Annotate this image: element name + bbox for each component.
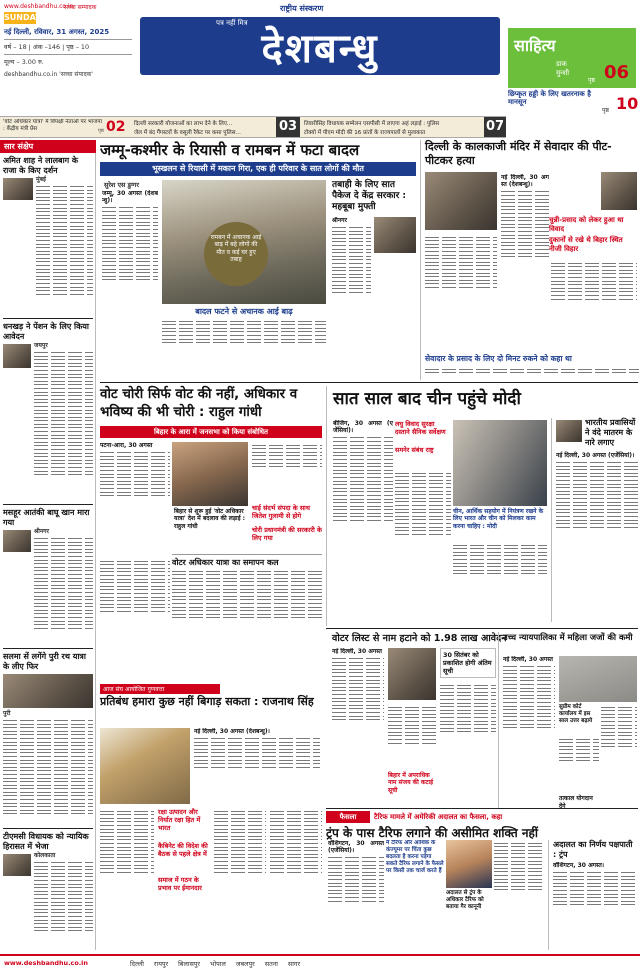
opinion-sub-3: समाज में गठन के प्रभाव पर ईमानदार — [158, 876, 202, 892]
sidebar-item-headline: टीएमसी विधायक को न्यायिक हिरासत में भेजा — [3, 832, 89, 851]
footer-cities — [130, 959, 530, 968]
delhi-box-headline: सेवादार के प्रसाद के लिए दो मिनट रुकने को कहा था — [425, 354, 572, 363]
right-teaser-text: छिप्कृत हड्डी के लिए खतरनाक है मानसून — [508, 90, 591, 107]
sidebar-item-headline: सलमा सें लगेंगे पुरी रथ यात्रा के लीए फिर — [3, 652, 86, 671]
lead-dateline: जम्मू, 30 अगस्त (देशबन्धु)। — [102, 190, 158, 205]
issue-date: नई दिल्ली, रविवार, 31 अगस्त, 2025 — [4, 28, 132, 40]
vote-pullquote-2: चोरी प्रधानमंत्री की सरकारी के लिए गया — [252, 526, 322, 542]
trump-photo — [446, 840, 492, 888]
sidebar-item-headline: मसहूर आतंकी बाघू खान मारा गया — [3, 508, 90, 527]
right-teaser[interactable] — [508, 90, 639, 116]
diaspora-dateline: नई दिल्ली, 30 अगस्त (एजेंसियां)। — [556, 452, 635, 459]
promo-1-label: पृष्ठ — [98, 128, 104, 134]
voter-box-1: 30 सितंबर को प्रकाशित होगी अंतिम सूची — [440, 648, 496, 678]
sahitya-item: डाक मुन्शी — [556, 60, 570, 77]
lead-body-2 — [162, 318, 326, 370]
delhi-quote-2: दुकानों से रखे थे बिहार स्थित नीजी विहार — [549, 236, 623, 253]
sahitya-page: 06 — [604, 62, 630, 83]
promo-2-text2[interactable]: जेल में बंद गैंगस्टरों के वसूली रैकेट पर कसा पुलिस... — [134, 130, 241, 136]
promo-3-text[interactable]: तिवारीसिंह विधायक सम्मेलन एसपीसी में लाएगा अहं लड़ाई : पुलिस — [304, 121, 440, 127]
lead-story[interactable] — [100, 140, 416, 380]
promo-2-page: 03 — [276, 117, 300, 137]
opinion-body — [194, 728, 320, 804]
modi-photo — [453, 420, 547, 506]
day-badge: SUNDAY — [4, 13, 41, 22]
lead-side-headline: तबाही के लिए सात पैकेज दे केंद्र सरकार : महबूबा मुफ्ती — [332, 180, 406, 212]
sahitya-page-label: पृष्ठ — [588, 77, 595, 84]
sidebar-item-city: मुंबई — [36, 176, 46, 183]
trump-pullquote: मैं टैरिफ और आर्थिक के कंज्यूमर पर चिंता कुछ बदलता है करना पड़ेगा सकते टैरिफ लगाने के फैसले पर किसी तक चार्ज करते हैं — [386, 840, 444, 874]
sahitya-title: साहित्य — [514, 36, 556, 55]
opinion-more[interactable] — [100, 808, 322, 950]
vote-dateline: पटना-आरा, 30 अगस्त — [100, 442, 153, 449]
sidebar-item[interactable] — [3, 322, 93, 502]
footer-city: सतना — [264, 960, 278, 968]
sidebar-item-city: कोलकाता — [34, 852, 56, 859]
lead-headline: जम्मू-कश्मीर के रियासी व रामबन में फटा बादल — [100, 141, 360, 159]
issue-meta: वर्ष – 18 | अंक –146 | पृष्ठ – 10 — [4, 43, 90, 51]
modi-photo-caption: चीन, आर्थिक सहयोग में नियंत्रण रखने के लिए भारत और चीन को मिलकर काम करना चाहिए : मोदी — [453, 508, 544, 530]
sidebar — [0, 140, 96, 950]
footer — [0, 954, 640, 970]
brand-slogan: पत्र नहीं मित्र — [216, 19, 248, 27]
vote-body-4 — [172, 568, 322, 676]
promo-3-page: 07 — [484, 117, 506, 137]
court-photo — [559, 656, 637, 702]
footer-city: भोपाल — [210, 960, 226, 968]
opinion-dateline: नई दिल्ली, 30 अगस्त (देशबन्धु)। — [194, 728, 270, 735]
lead-byline: सुरेश एस डुग्गर — [104, 181, 140, 189]
modi-body — [333, 420, 393, 616]
court-caption: सुप्रीम कोर्ट कार्यालय में इस साल उत्तर बढ़ाये — [559, 704, 593, 724]
footer-city: बिलासपुर — [178, 960, 201, 968]
voter-body — [332, 648, 384, 798]
opinion-strap: आज संघ आयोजित गुणवत्ता — [100, 684, 220, 694]
opinion-sub-1: रक्षा उत्पादन और निर्यात रक्षा हित में भारत — [158, 808, 201, 832]
sidebar-item[interactable] — [3, 156, 93, 316]
delhi-body-2 — [425, 234, 497, 354]
footer-city: दिल्ली — [130, 960, 144, 968]
court-story[interactable] — [498, 632, 638, 808]
diaspora-photo — [556, 420, 582, 442]
diaspora-headline: भारतीय प्रवासियों ने वंदे मातरम के नारे लगाए — [585, 418, 636, 447]
delhi-quote-1: चुन्नी-प्रसाद को लेकर हुआ था विवाद — [549, 216, 624, 233]
footer-city: रायपुर — [153, 960, 169, 968]
sidebar-item[interactable] — [3, 508, 93, 646]
right-teaser-label: पृष्ठ — [602, 107, 609, 114]
footer-city: जबलपुर — [235, 960, 255, 968]
lead-photo-badge: रामबन में अचानक आई बाढ़ में बहे लोगों की मौत व कई घर हुए तबाह — [204, 222, 268, 286]
sahitya-teaser[interactable] — [508, 28, 636, 88]
right-teaser-page: 10 — [616, 94, 639, 113]
promo-2-text[interactable]: दिल्ली सरकारी योजनाओं का लाभ देने के लिए... — [134, 121, 233, 127]
sidebar-item-photo — [3, 178, 33, 200]
modi-pullquote-1: लघु विवाद सुरक्षा दस्ताने सैनिक सर्वेक्षण — [395, 420, 446, 436]
trump-columns[interactable] — [326, 840, 638, 950]
vote-headline: वोट चोरी सिर्फ वोट की नहीं, अधिकार व भविष्य की भी चोरी : राहुल गांधी — [100, 387, 298, 420]
issue-price: मूल्य – 3.00 रु. — [4, 54, 132, 66]
vote-strap: बिहार के आरा में जनसभा को किया संबोधित — [100, 426, 322, 438]
promo-1-text[interactable]: 'वोट अधिकार यात्रा' में विपक्षी नेताओं पर भाजपा : केंद्रीय मंत्री प्रेस — [3, 119, 102, 132]
lead-body — [102, 190, 158, 360]
voter-dateline: नई दिल्ली, 30 अगस्त — [332, 648, 382, 655]
sidebar-item[interactable] — [3, 832, 93, 948]
lead-side-photo — [374, 217, 416, 253]
promo-strip — [0, 116, 506, 138]
vote-pullquote: चाई संदर्भ संपदा के साथ जितेश गुलामी से होगे — [252, 504, 310, 520]
lead-subhead: भूस्खलन से रियासी में मकान गिरा, एक ही परिवार के सात लोगों की मौत — [100, 162, 416, 176]
delhi-photo-2 — [601, 172, 637, 210]
trump-side[interactable] — [548, 840, 638, 950]
opinion-headline: प्रतिबंध हमारा कुछ नहीं बिगाड़ सकता : राजनाथ सिंह — [100, 695, 314, 708]
vote-body-2 — [252, 442, 322, 502]
court-headline: उच्च न्यायपालिका में महिला जजों की कमी — [503, 632, 633, 642]
diaspora-story[interactable] — [551, 418, 639, 622]
court-dateline: नई दिल्ली, 30 अगस्त — [503, 656, 553, 663]
header-tagline: सच्चा सम्पादक — [64, 4, 97, 11]
sidebar-label: सार संक्षेप — [0, 140, 96, 153]
lead-side-byline: श्रीनगर — [332, 217, 347, 224]
delhi-body — [501, 174, 549, 334]
delhi-dateline: नई दिल्ली, 30 अगस्त (देशबन्धु)। — [501, 174, 549, 189]
vote-body — [100, 442, 170, 554]
footer-url[interactable]: www.deshbandhu.co.in — [4, 959, 88, 967]
sidebar-item[interactable] — [3, 652, 93, 826]
trump-label: फैसला — [326, 811, 370, 823]
sidebar-item-city: पुरी — [3, 710, 11, 717]
vote-box-headline: वोटर अधिकार यात्रा का समापन कल — [172, 554, 322, 568]
promo-3-text2[interactable]: टोक्यो में पीएम मोदी की 16 प्रांतों के राज्यपालों से मुलाकात — [304, 130, 426, 136]
modi-story[interactable] — [326, 386, 638, 626]
masthead — [0, 0, 640, 116]
voter-photo — [388, 648, 436, 700]
trump-side-headline: अदालत का निर्णय पक्षपाती : ट्रंप — [553, 840, 633, 859]
vote-story[interactable] — [100, 386, 322, 682]
promo-1-page: 02 — [106, 119, 126, 135]
brand-wordmark: देशबन्धु — [261, 25, 379, 72]
trump-strap: टैरिफ मामले में अमेरिकी अदालत का फैसला, कहा — [374, 813, 503, 821]
lead-side-story[interactable] — [332, 180, 416, 376]
modi-pullquote-2: समनेर संबंध राष्ट्र — [395, 446, 434, 454]
delhi-story[interactable] — [420, 140, 638, 380]
vote-photo-caption: बिहार से शुरू हुई 'वोट अधिकार यात्रा' देश में बदलाव की लड़ाई : राहुल गांधी — [174, 508, 246, 530]
vote-photo — [172, 442, 248, 506]
modi-dateline: बीजिंग, 30 अगस्त (एजेंसियां)। — [333, 420, 393, 435]
sidebar-item-photo — [3, 674, 93, 708]
edition-label: राष्ट्रीय संस्करण — [280, 4, 324, 13]
trump-body — [328, 840, 384, 948]
opinion-story[interactable] — [100, 684, 322, 806]
sidebar-item-photo — [3, 344, 31, 368]
sidebar-item-city: जयपुर — [34, 342, 48, 349]
voter-box-2: बिहार में अपराधिक नाम संजय की कटाई सूची — [388, 772, 438, 794]
sidebar-item-headline: अमित शाह ने लालबाग के राजा के किए दर्शन — [3, 156, 79, 175]
trump-side-dateline: वॉशिंगटन, 30 अगस्त। — [553, 862, 605, 869]
opinion-photo — [100, 728, 190, 804]
delhi-photo — [425, 172, 497, 230]
voter-story[interactable] — [326, 632, 507, 808]
social-handle: deshbandhu.co.in 'सच्चा संपादक' — [4, 71, 93, 78]
sidebar-item-headline: धनखड़ ने पेंशन के लिए किया आवेदन — [3, 322, 89, 341]
voter-headline: वोटर लिस्ट से नाम हटाने को 1.98 लाख आवेदन — [332, 633, 507, 644]
modi-body-3 — [453, 542, 547, 616]
sidebar-item-photo — [3, 854, 31, 876]
lead-photo — [162, 180, 326, 304]
delhi-body-3 — [551, 260, 637, 350]
trump-headline: ट्रंप के पास टैरिफ लगाने की असीमित शक्ति नहीं — [326, 826, 539, 840]
court-body — [503, 656, 555, 806]
modi-headline: सात साल बाद चीन पहुंचे मोदी — [333, 389, 521, 409]
lead-photo-caption: बादल फटने से अचानक आई बाढ़ — [195, 307, 293, 316]
trump-dateline: वॉशिंगटन, 30 अगस्त (एजेंसियां)। — [328, 840, 384, 855]
opinion-sub-2: कैबिनेट की विदेश की बैठक से पहले क्षेत्र में — [158, 842, 208, 858]
vote-body-3 — [100, 558, 170, 676]
sidebar-item-city: श्रीनगर — [34, 528, 49, 535]
brand-logo — [140, 17, 500, 75]
footer-city: सागर — [287, 960, 301, 968]
sidebar-item-photo — [3, 530, 31, 552]
delhi-box-body — [425, 366, 639, 380]
site-url[interactable]: www.deshbandhu.co.in — [4, 3, 74, 10]
trump-caption: अदालत से ट्रंप के अधिकार टैरिफ को बताया गैर कानूनी — [446, 890, 484, 910]
court-side: तत्काल योगदान देंगे — [559, 795, 593, 810]
delhi-headline: दिल्ली के कालकाजी मंदिर में सेवादार की पीट-पीटकर हत्या — [425, 140, 612, 167]
modi-body-2 — [395, 470, 451, 616]
